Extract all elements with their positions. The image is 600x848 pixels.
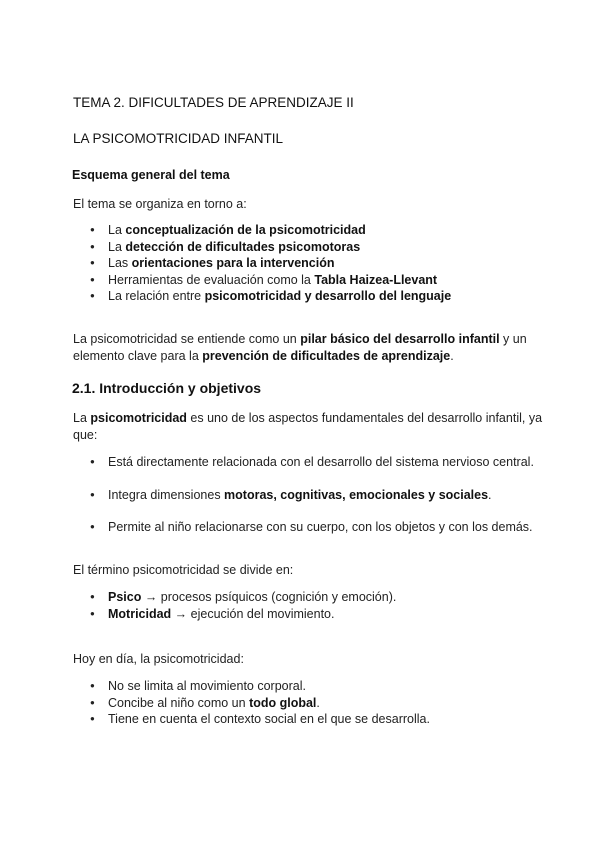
list-item: ● Herramientas de evaluación como la Tabla Haizea-Llevant <box>90 272 451 289</box>
tema-title: TEMA 2. DIFICULTADES DE APRENDIZAJE II <box>73 95 354 110</box>
section-21-heading: 2.1. Introducción y objetivos <box>72 380 262 396</box>
list-item: ● Integra dimensiones motoras, cognitivas, emocionales y sociales. <box>90 487 534 504</box>
list-item: ● Tiene en cuenta el contexto social en el que se desarrolla. <box>90 711 430 728</box>
list-item: ● La conceptualización de la psicomotricidad <box>90 222 451 239</box>
list-item: ● Psico → procesos psíquicos (cognición y emoción). <box>90 589 396 606</box>
schema-title: Esquema general del tema <box>72 168 230 182</box>
section-title: LA PSICOMOTRICIDAD INFANTIL <box>73 131 284 146</box>
list-item: ● No se limita al movimiento corporal. <box>90 678 430 695</box>
today-list <box>90 678 430 728</box>
list-item: ● Motricidad → ejecución del movimiento. <box>90 606 396 623</box>
list-item: ● Permite al niño relacionarse con su cuerpo, con los objetos y con los demás. <box>90 519 534 536</box>
list-item: ● Concibe al niño como un todo global. <box>90 695 430 712</box>
list-item: ● La detección de dificultades psicomotoras <box>90 239 451 256</box>
list-item: ● Está directamente relacionada con el desarrollo del sistema nervioso central. <box>90 454 534 471</box>
list-item: ● Las orientaciones para la intervención <box>90 255 451 272</box>
intro-lead: El tema se organiza en torno a: <box>73 197 247 211</box>
section-21-paragraph: La psicomotricidad es uno de los aspectos fundamentales del desarrollo infantil, ya que: <box>73 411 543 442</box>
intro-paragraph: La psicomotricidad se entiende como un pilar básico del desarrollo infantil y un elemento clave para la prevención de dificultades de aprendizaje. <box>73 332 527 363</box>
divide-list <box>90 589 396 622</box>
divide-lead: El término psicomotricidad se divide en: <box>73 563 294 577</box>
aspects-list <box>90 454 534 536</box>
list-item: ● La relación entre psicomotricidad y desarrollo del lenguaje <box>90 288 451 305</box>
today-lead: Hoy en día, la psicomotricidad: <box>73 652 244 666</box>
intro-list <box>90 222 451 305</box>
